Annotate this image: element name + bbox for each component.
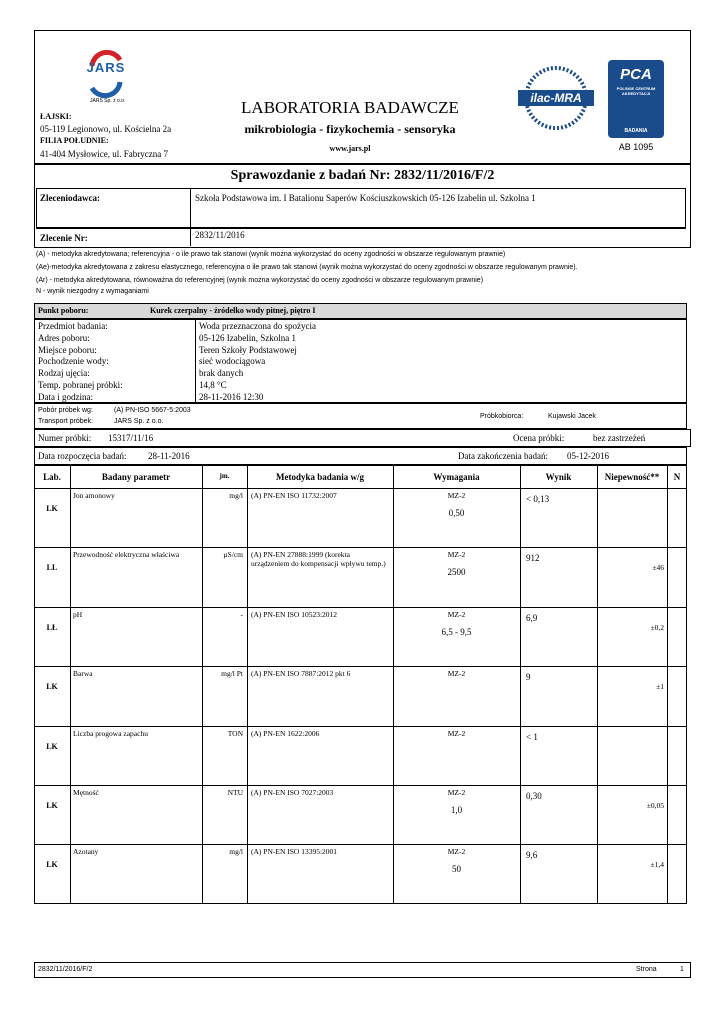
- header-result: Wynik: [545, 472, 572, 482]
- branch1-address: 05-119 Legionowo, ul. Kościelna 2a: [40, 124, 172, 134]
- order-label: Zlecenie Nr:: [40, 233, 88, 243]
- cell-unit: mg/l: [229, 491, 243, 500]
- cell-parameter: Mętność: [73, 788, 99, 797]
- client-value: Szkoła Podstawowa im. I Batalionu Saperów Kościuszkowskich 05-126 Izabelin ul. Szkolna 1: [195, 193, 536, 203]
- cell-method: (A) PN-EN ISO 7887:2012 pkt 6: [251, 669, 351, 679]
- legend-line-3: (Ar) - metodyka akredytowana, równoważna do referencyjnej (wynik można wykorzystać do oceny zgodności w obszarze regulowanym prawnie): [36, 277, 484, 284]
- method-label: Pobór próbek wg:: [38, 407, 93, 414]
- sampling-field-value: Teren Szkoły Podstawowej: [199, 344, 297, 355]
- sampling-field-label: Adres poboru:: [38, 332, 90, 343]
- header-lab: Lab.: [43, 472, 61, 482]
- jars-company: JARS Sp. z o.o.: [90, 98, 126, 104]
- assessment-label: Ocena próbki:: [513, 433, 565, 443]
- cell-requirement-value: 0,50: [448, 508, 465, 518]
- sampler-label: Próbkobiorca:: [480, 413, 524, 420]
- sampling-field-label: Temp. pobranej próbki:: [38, 380, 123, 390]
- legend-line-4: N - wynik niezgodny z wymaganiami: [36, 288, 149, 295]
- client-label: Zleceniodawca:: [40, 193, 100, 203]
- cell-method: (A) PN-EN ISO 13395:2001: [251, 847, 338, 857]
- cell-lab: LL: [46, 563, 58, 573]
- branch2-name: FILIA POŁUDNIE:: [40, 136, 109, 145]
- cell-uncertainty: ±0,2: [650, 622, 664, 632]
- cell-parameter: Przewodność elektryczna właściwa: [73, 550, 180, 560]
- sampling-details-box: [34, 319, 687, 403]
- branch2-address: 41-404 Mysłowice, ul. Fabryczna 7: [40, 149, 168, 159]
- sampling-field-value: brak danych: [199, 368, 244, 379]
- cell-result: < 0,13: [526, 494, 550, 504]
- legend-line-1: (A) - metodyka akredytowana; referencyjna - o ile prawo tak stanowi (wynik można wykorzystać do oceny zgodności w obszarze regulowanym prawnie): [36, 251, 506, 258]
- cell-uncertainty: ±46: [652, 563, 664, 573]
- cell-result: 9,6: [526, 850, 538, 861]
- cell-result: 912: [526, 553, 540, 564]
- lab-title: LABORATORIA BADAWCZE: [241, 98, 459, 117]
- cell-parameter: Barwa: [73, 669, 93, 679]
- cell-requirement-code: MZ-2: [447, 550, 466, 560]
- lab-subtitle: mikrobiologia - fizykochemia - sensoryka: [244, 122, 456, 136]
- cell-requirement-code: MZ-2: [447, 609, 466, 619]
- footer-frame: [34, 962, 691, 978]
- sampler-value: Kujawski Jacek: [548, 413, 596, 420]
- cell-unit: TON: [227, 728, 243, 738]
- sampling-point-value: Kurek czerpalny - źródełko wody pitnej, piętro I: [150, 306, 316, 315]
- order-value: 2832/11/2016: [195, 230, 245, 240]
- sampling-field-value: 05-126 Izabelin, Szkolna 1: [199, 332, 296, 343]
- sampling-point-bar: [34, 303, 687, 319]
- cell-unit: mg/l Pt: [221, 669, 243, 679]
- sampling-field-value: 28-11-2016 12:30: [199, 391, 264, 402]
- cell-unit: -: [240, 609, 243, 619]
- footer-page-label: Strona: [636, 966, 657, 973]
- start-date-label: Data rozpoczęcia badań:: [38, 451, 127, 461]
- cell-parameter: pH: [73, 609, 83, 619]
- cell-lab: LK: [46, 504, 58, 513]
- footer-doc-number: 2832/11/2016/F/2: [38, 966, 93, 973]
- end-date-value: 05-12-2016: [567, 451, 609, 461]
- accreditation-number: AB 1095: [618, 142, 654, 152]
- sampling-field-label: Przedmiot badania:: [38, 321, 108, 331]
- pca-logo: [608, 60, 664, 140]
- cell-requirement-code: MZ-2: [447, 669, 466, 679]
- cell-uncertainty: ±1,4: [650, 860, 664, 870]
- cell-method: (A) PN-EN ISO 11732:2007: [251, 491, 337, 500]
- sampling-field-label: Data i godzina:: [38, 391, 93, 402]
- footer-page-number: 1: [680, 966, 684, 973]
- sampling-point-label: Punkt poboru:: [38, 306, 89, 315]
- pca-badania: BADANIA: [624, 128, 648, 134]
- cell-result: < 1: [526, 731, 538, 742]
- cell-requirement-code: MZ-2: [447, 847, 466, 857]
- cell-requirement-value: 1,0: [450, 805, 463, 815]
- cell-method: (A) PN-EN ISO 10523:2012: [251, 609, 338, 619]
- header-uncertainty: Niepewność**: [604, 472, 660, 482]
- cell-lab: LK: [46, 801, 58, 810]
- cell-requirement-value: 2500: [447, 567, 466, 578]
- cell-parameter: Liczba progowa zapachu: [73, 728, 148, 738]
- cell-result: 9: [526, 672, 531, 683]
- cell-requirement-code: MZ-2: [447, 728, 466, 738]
- transport-value: JARS Sp. z o.o.: [114, 418, 164, 425]
- header-method: Metodyka badania w/g: [275, 472, 364, 482]
- sampling-field-label: Rodzaj ujęcia:: [38, 368, 90, 379]
- report-title: Sprawozdanie z badań Nr: 2832/11/2016/F/2: [230, 168, 495, 183]
- sample-number-label: Numer próbki:: [38, 433, 92, 443]
- cell-method: (A) PN-EN ISO 7027:2003: [251, 788, 334, 797]
- legend-line-2: (Ae)-metodyka akredytowana z zakresu elastycznego, referencyjna o ile prawo tak stanowi (wynik można wykorzystać do oceny zgodności w obszarze regulowanym prawnie).: [36, 264, 578, 271]
- header-parameter: Badany parametr: [101, 472, 171, 482]
- method-value: (A) PN-ISO 5667-5:2003: [114, 407, 191, 414]
- start-date-value: 28-11-2016: [148, 451, 190, 461]
- sampling-field-label: Pochodzenie wody:: [38, 356, 109, 367]
- sampling-field-label: Miejsce poboru:: [38, 344, 97, 355]
- cell-lab: LK: [46, 682, 58, 692]
- cell-requirement-code: MZ-2: [447, 788, 466, 797]
- jars-brand: JARS: [86, 60, 126, 75]
- sample-number-value: 15317/11/16: [108, 433, 154, 443]
- cell-method: (A) PN-EN 1622:2006: [251, 728, 320, 738]
- pca-text: PCA: [620, 66, 652, 83]
- branch1-name: ŁAJSKI:: [40, 112, 72, 121]
- cell-parameter: Jon amonowy: [73, 491, 115, 500]
- ilac-mra-logo: [516, 60, 596, 136]
- cell-unit: µS/cm: [223, 550, 243, 560]
- cell-result: 6,9: [526, 612, 538, 623]
- cell-uncertainty: ±0,05: [646, 801, 664, 810]
- cell-parameter: Azotany: [73, 847, 99, 857]
- pca-subtext: POLSKIE CENTRUM AKREDYTACJI: [616, 86, 656, 96]
- cell-lab: LŁ: [46, 622, 58, 632]
- cell-method: (A) PN-EN 27888:1999 (korekta urządzeniem do kompensacji wpływu temp.): [251, 550, 386, 569]
- header-n: N: [673, 472, 681, 482]
- cell-uncertainty: ±1: [656, 682, 664, 692]
- sampling-field-value: Woda przeznaczona do spożycia: [199, 321, 316, 331]
- header-requirements: Wymagania: [433, 472, 480, 482]
- sampling-field-value: sieć wodociągowa: [199, 356, 266, 367]
- transport-label: Transport próbek:: [38, 418, 93, 425]
- cell-requirement-code: MZ-2: [447, 491, 466, 500]
- cell-result: 0,30: [526, 791, 542, 801]
- sampling-field-value: 14,8 °C: [199, 380, 227, 390]
- cell-unit: mg/l: [229, 847, 243, 857]
- header-unit: jm.: [219, 472, 230, 480]
- end-date-label: Data zakończenia badań:: [458, 451, 548, 461]
- cell-lab: LK: [46, 860, 58, 870]
- assessment-value: bez zastrzeżeń: [593, 433, 646, 443]
- website-link[interactable]: www.jars.pl: [329, 144, 371, 153]
- cell-requirement-value: 6,5 - 9,5: [441, 626, 472, 637]
- cell-lab: LK: [46, 741, 58, 751]
- cell-unit: NTU: [227, 788, 243, 797]
- cell-requirement-value: 50: [452, 864, 461, 875]
- ilac-text: ilac-MRA: [530, 91, 582, 105]
